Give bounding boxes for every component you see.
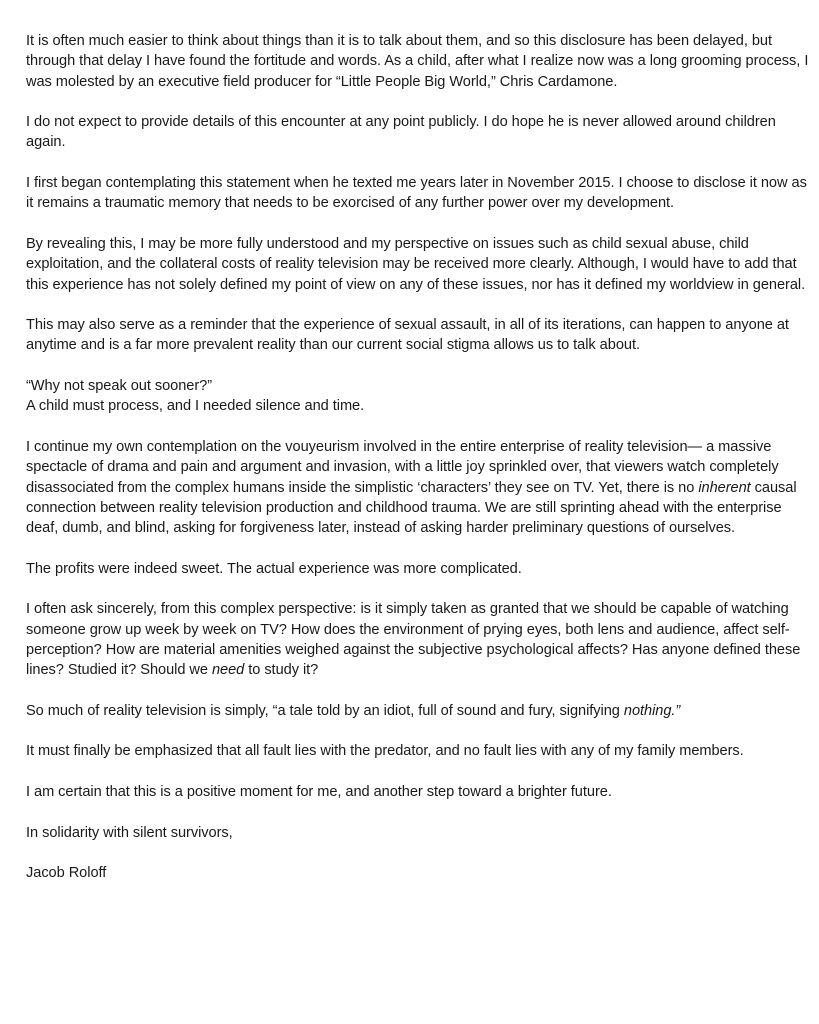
voyeurism-text-after: causal connection between reality television production and childhood trauma. We are still sprinting ahead with the enterprise deaf, dumb, and blind, asking for forgiveness later, instead of asking harder preliminary questions of ourselves. [26, 479, 797, 537]
tale-text-before: So much of reality television is simply, “a tale told by an idiot, full of sound and fury, signifying [26, 702, 624, 719]
voyeurism-text-before: I continue my own contemplation on the vouyeurism involved in the entire enterprise of reality television— a massive spectacle of drama and pain and argument and invasion, with a little joy sprinkled over, that viewers watch completely disassociated from the complex humans inside the simplistic ‘characters’ they see on TV. Yet, there is no [26, 438, 779, 496]
paragraph-tale [26, 701, 816, 721]
why-not-answer: A child must process, and I needed silence and time. [26, 398, 365, 415]
paragraph-no-details: I do not expect to provide details of this encounter at any point publicly. I do hope he is never allowed around children again. [26, 114, 776, 151]
paragraph-revealing: By revealing this, I may be more fully understood and my perspective on issues such as child sexual abuse, child exploitation, and the collateral costs of reality television may be received more clearly. Although, I would have to add that this experience has not solely defined my point of view on any of these issues, nor has it defined my worldview in general. [26, 235, 806, 293]
paragraph-voyeurism [26, 437, 816, 538]
signature: Jacob Roloff [26, 865, 107, 882]
paragraph-positive: I am certain that this is a positive moment for me, and another step toward a brighter future. [26, 783, 612, 800]
paragraph-questions [26, 599, 816, 680]
paragraph-intro: It is often much easier to think about things than it is to talk about them, and so this disclosure has been delayed, but through that delay I have found the fortitude and words. As a child, after what I realize now was a long grooming process, I was molested by an executive field producer for “Little People Big World,” Chris Cardamone. [26, 33, 809, 90]
closing-line: In solidarity with silent survivors, [26, 824, 233, 841]
paragraph-profits: The profits were indeed sweet. The actual experience was more complicated. [26, 560, 522, 577]
questions-emphasis: need [211, 662, 245, 679]
paragraph-contemplating: I first began contemplating this statement when he texted me years later in November 2015. I choose to disclose it now as it remains a traumatic memory that needs to be exorcised of any further power over my development. [26, 175, 807, 212]
paragraph-fault: It must finally be emphasized that all fault lies with the predator, and no fault lies with any of my family members. [26, 743, 744, 760]
why-not-question: “Why not speak out sooner?” [26, 378, 213, 395]
voyeurism-emphasis: inherent [698, 479, 751, 496]
tale-emphasis: nothing.” [623, 702, 681, 719]
questions-text-after: to study it? [244, 662, 319, 679]
statement-document [26, 31, 816, 904]
questions-text-before: I often ask sincerely, from this complex perspective: is it simply taken as granted that we should be capable of watching someone grow up week by week on TV? How does the environment of prying eyes, both lens and audience, affect self-perception? How are material amenities weighed against the subjective psychological affects? Has anyone defined these lines? Studied it? Should we [26, 601, 801, 679]
paragraph-reminder: This may also serve as a reminder that the experience of sexual assault, in all of its iterations, can happen to anyone at anytime and is a far more prevalent reality than our current social stigma allows us to talk about. [26, 317, 789, 354]
